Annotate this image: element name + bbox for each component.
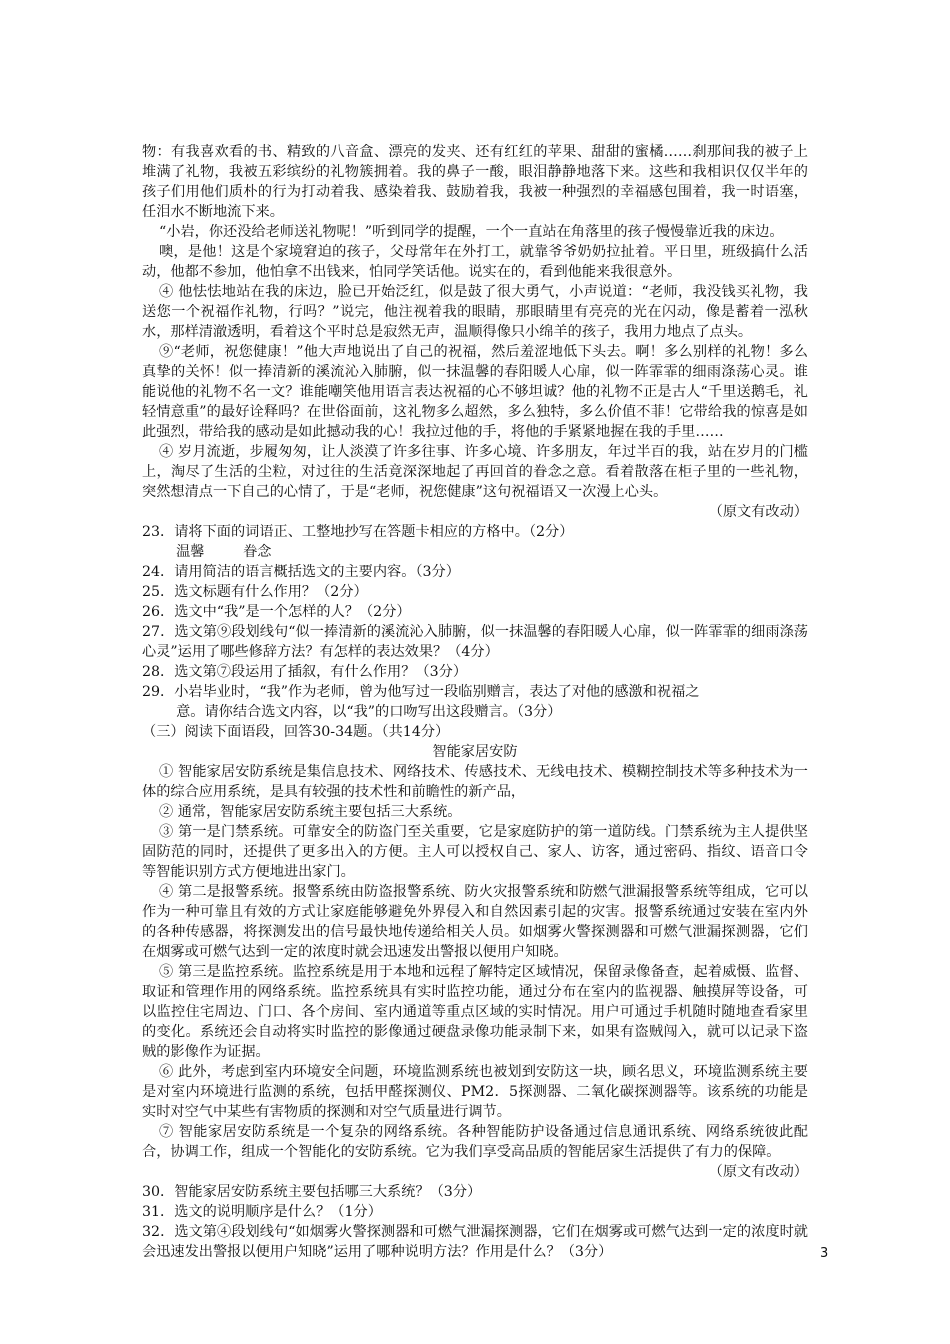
article-paragraph-6: ⑥ 此外，考虑到室内环境安全问题，环境监测系统也被划到安防这一块，顾名思义，环境监测系统主要是对室内环境进行监测的系统，包括甲醛探测仪、PM2．5探测器、二氧化碳探测器等。该系统的功能是实时对空气中某些有害物质的探测和对空气质量进行调节。 xyxy=(142,1064,808,1120)
article-paragraph-3: ③ 第一是门禁系统。可靠安全的防盗门至关重要，它是家庭防护的第一道防线。门禁系统为主人提供坚固防范的同时，还提供了更多出入的方便。主人可以授权自己、家人、访客，通过密码、指纹、语音口令等智能识别方式方便地进出家门。 xyxy=(142,824,808,880)
question-25: 25．选文标题有什么作用？（2分） xyxy=(142,584,368,600)
question-23-words xyxy=(142,542,808,562)
article-paragraph-2: ② 通常，智能家居安防系统主要包括三大系统。 xyxy=(159,804,462,820)
question-26: 26．选文中“我”是一个怎样的人？（2分） xyxy=(142,604,411,620)
story-paragraph-3: 噢，是他！这是个家境窘迫的孩子，父母常年在外打工，就靠爷爷奶奶拉扯着。平日里，班级搞什么活动，他都不参加，他怕拿不出钱来，怕同学笑话他。说实在的，看到他能来我很意外。 xyxy=(142,244,808,280)
question-24: 24．请用简洁的语言概括选文的主要内容。（3分） xyxy=(142,564,460,580)
question-31: 31．选文的说明顺序是什么？（1分） xyxy=(142,1204,382,1220)
question-30: 30．智能家居安防系统主要包括哪三大系统？（3分） xyxy=(142,1184,482,1200)
word-2: 眷念 xyxy=(243,544,272,560)
page-number: 3 xyxy=(820,1246,829,1261)
story-paragraph-5: ⑨“老师，祝您健康！”他大声地说出了自己的祝福，然后羞涩地低下头去。啊！多么别样的礼物！多么真挚的关怀！似一捧清新的溪流沁入肺腑，似一抹温馨的春阳暖人心扉，似一阵霏霏的细雨涤荡心灵。谁能说他的礼物不名一文？谁能嘲笑他用语言表达祝福的心不够坦诚？他的礼物不正是古人“千里送鹅毛，礼轻情意重”的最好诠释吗？在世俗面前，这礼物多么超然，多么独特，多么价值不菲！它带给我的惊喜是如此强烈，带给我的感动是如此撼动我的心！我拉过他的手，将他的手紧紧地握在我的手里…… xyxy=(142,344,808,440)
question-29: 29．小岩毕业时，“我”作为老师，曾为他写过一段临别赠言，表达了对他的感激和祝福之 xyxy=(142,684,700,700)
story-source-note: （原文有改动） xyxy=(708,504,808,520)
story-paragraph-6: ④ 岁月流逝，步履匆匆，让人淡漠了许多往事、许多心境、许多朋友，年过半百的我，站在岁月的门槛上，淘尽了生活的尘粒，对过往的生活竟深深地起了再回首的眷念之意。看着散落在柜子里的一些礼物，突然想清点一下自己的心情了，于是“老师，祝您健康”这句祝福语又一次漫上心头。 xyxy=(142,444,808,500)
section-3-title: 智能家居安防 xyxy=(432,744,518,760)
article-paragraph-5: ⑤ 第三是监控系统。监控系统是用于本地和远程了解特定区域情况，保留录像备查，起着威慑、监督、取证和管理作用的网络系统。监控系统具有实时监控功能，通过分布在室内的监视器、触摸屏等设备，可以监控住宅周边、门口、各个房间、室内通道等重点区域的实时情况。用户可通过手机随时随地查看家里的变化。系统还会自动将实时监控的影像通过硬盘录像功能录制下来，如果有盗贼闯入，就可以记录下盗贼的影像作为证据。 xyxy=(142,964,808,1060)
question-32: 32．选文第④段划线句“如烟雾火警探测器和可燃气泄漏探测器，它们在烟雾或可燃气达到一定的浓度时就会迅速发出警报以便用户知晓”运用了哪种说明方法？作用是什么？（3分） xyxy=(142,1224,808,1260)
question-29-continued: 意。请你结合选文内容，以“我”的口吻写出这段赠言。（3分） xyxy=(176,704,562,720)
article-paragraph-1: ① 智能家居安防系统是集信息技术、网络技术、传感技术、无线电技术、模糊控制技术等多种技术为一体的综合应用系统，是具有较强的技术性和前瞻性的新产品， xyxy=(142,764,808,800)
story-paragraph-1: 物：有我喜欢看的书、精致的八音盒、漂亮的发夹、还有红红的苹果、甜甜的蜜橘……刹那间我的被子上堆满了礼物，我被五彩缤纷的礼物簇拥着。我的鼻子一酸，眼泪静静地落下来。这些和我相识仅仅半年的孩子们用他们质朴的行为打动着我、感染着我、鼓励着我，我被一种强烈的幸福感包围着，我一时语塞，任泪水不断地流下来。 xyxy=(142,144,808,220)
section-3-header: （三）阅读下面语段，回答30-34题。（共14分） xyxy=(142,724,450,740)
story-paragraph-2: “小岩，你还没给老师送礼物呢！”听到同学的提醒，一个一直站在角落里的孩子慢慢靠近我的床边。 xyxy=(159,224,784,240)
article-paragraph-4: ④ 第二是报警系统。报警系统由防盗报警系统、防火灾报警系统和防燃气泄漏报警系统等组成，它可以作为一种可靠且有效的方式让家庭能够避免外界侵入和自然因素引起的灾害。报警系统通过安装在室内外的各种传感器，将探测发出的信号最快地传递给相关人员。如烟雾火警探测器和可燃气泄漏探测器，它们在烟雾或可燃气达到一定的浓度时就会迅速发出警报以便用户知晓。 xyxy=(142,884,808,960)
page-content xyxy=(142,142,808,1262)
article-paragraph-7: ⑦ 智能家居安防系统是一个复杂的网络系统。各种智能防护设备通过信息通讯系统、网络系统彼此配合，协调工作，组成一个智能化的安防系统。它为我们享受高品质的智能居家生活提供了有力的保障。 xyxy=(142,1124,808,1160)
question-23: 23．请将下面的词语正、工整地抄写在答题卡相应的方格中。（2分） xyxy=(142,524,574,540)
question-27: 27．选文第⑨段划线句“似一捧清新的溪流沁入肺腑，似一抹温馨的春阳暖人心扉，似一阵霏霏的细雨涤荡心灵”运用了哪些修辞方法？有怎样的表达效果？（4分） xyxy=(142,624,808,660)
question-28: 28．选文第⑦段运用了插叙，有什么作用？（3分） xyxy=(142,664,468,680)
article-source-note: （原文有改动） xyxy=(708,1164,808,1180)
story-paragraph-4: ④ 他怯怯地站在我的床边，脸已开始泛红，似是鼓了很大勇气，小声说道：“老师，我没钱买礼物，我送您一个祝福作礼物，行吗？”说完，他注视着我的眼睛，那眼睛里有亮亮的光在闪动，像是蓄着一泓秋水，那样清澈透明，看着这个平时总是寂然无声，温顺得像只小绵羊的孩子，我用力地点了点头。 xyxy=(142,284,808,340)
word-1: 温馨 xyxy=(176,544,205,560)
